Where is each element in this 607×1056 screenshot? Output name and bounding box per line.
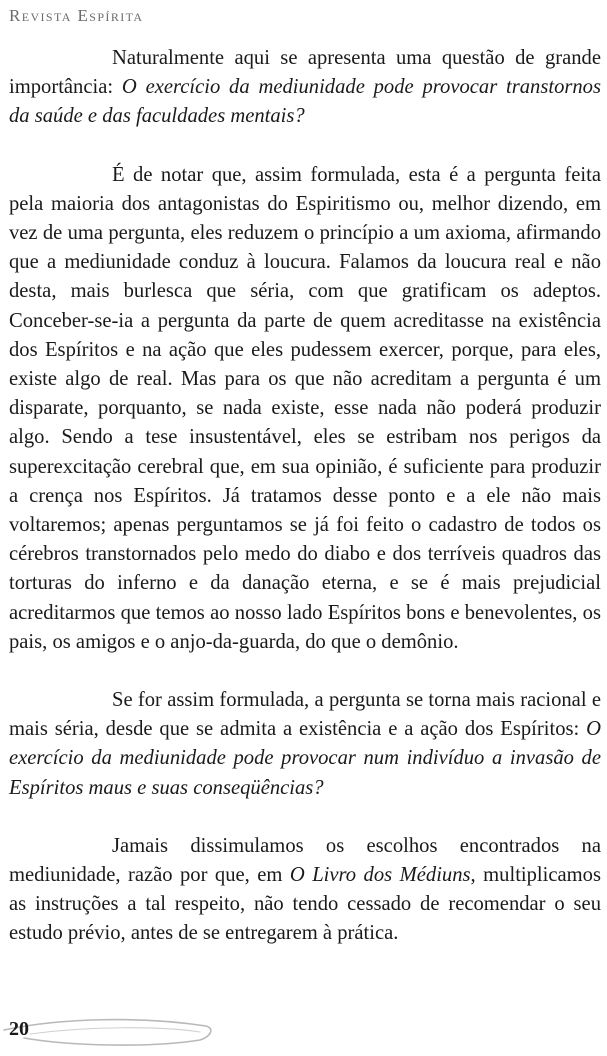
- footer-swoosh-ornament: [0, 1010, 240, 1050]
- paragraph-1: [9, 44, 601, 132]
- paragraph-3: [9, 686, 601, 803]
- paragraph-1-question: O exercício da mediunidade pode provocar transtornos da saúde e das faculdades mentais?: [9, 76, 601, 128]
- paragraph-4-book-title: O Livro dos Médiuns: [289, 864, 471, 887]
- page-number: 20: [9, 1018, 29, 1040]
- running-header: Revista Espírita: [9, 6, 144, 25]
- paragraph-4-text-end: , multiplicamos as instruções a tal respeito, não tendo cessado de recomendar o seu estudo prévio, antes de se entregarem à prática.: [9, 864, 601, 945]
- paragraph-4: [9, 832, 601, 949]
- paragraph-1-text: Naturalmente aqui se apresenta uma questão de grande importância:: [9, 47, 601, 99]
- paragraph-3-question: O exercício da mediunidade pode provocar num indivíduo a invasão de Espíritos maus e suas conseqüências?: [9, 718, 601, 799]
- paragraph-4-text: Jamais dissimulamos os escolhos encontrados na mediunidade, razão por que, em: [9, 834, 601, 887]
- paragraph-2-text: É de notar que, assim formulada, esta é a pergunta feita pela maioria dos antagonistas do Espiritismo ou, melhor dizendo, em vez de uma pergunta, eles reduzem o princípio a um axioma, afirmando que a mediunidade conduz à loucura. Falamos da loucura real e não desta, mais burlesca que séria, com que gratificam os adeptos. Conceber-se-ia a pergunta da parte de quem acreditasse na existência dos Espíritos e na ação que eles pudessem exercer, porque, para eles, existe algo de real. Mas para os que não acreditam a pergunta é um disparate, porquanto, se nada existe, esse nada não poderá produzir algo. Sendo a tese insustentável, eles se estribam nos perigos da superexcitação cerebral que, em sua opinião, é suficiente para produzir a crença nos Espíritos. Já tratamos desse ponto e a ele não mais voltaremos; apenas perguntamos se já foi feito o cadastro de todos os cérebros transtornados pelo medo do diabo e dos terríveis quadros das torturas do inferno e da danação eterna, e se é mais prejudicial acreditarmos que temos ao nosso lado Espíritos bons e benevolentes, os pais, os amigos e o anjo-da-guarda, do que o demônio.: [9, 163, 601, 653]
- paragraph-2: [9, 161, 601, 657]
- paragraph-3-text: Se for assim formulada, a pergunta se torna mais racional e mais séria, desde que se admita a existência e a ação dos Espíritos:: [9, 689, 601, 741]
- body-text: [9, 44, 601, 978]
